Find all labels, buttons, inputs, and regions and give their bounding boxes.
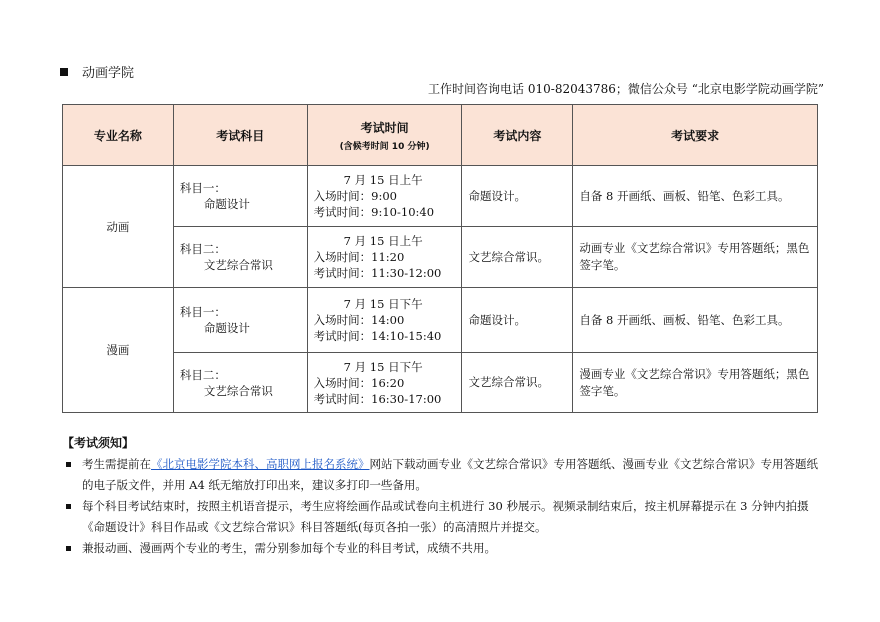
table-row <box>63 227 818 288</box>
bullet-icon <box>66 462 71 467</box>
section-title: 动画学院 <box>82 66 135 81</box>
exam-date: 7 月 15 日下午 <box>343 297 423 311</box>
requirement-cell: 漫画专业《文艺综合常识》专用答题纸；黑色签字笔。 <box>573 353 818 413</box>
list-item <box>62 454 818 496</box>
table-header-row <box>63 105 818 166</box>
time-cell <box>307 227 462 288</box>
square-bullet-icon <box>60 68 68 76</box>
exam-time: 考试时间：14:10-15:40 <box>313 329 442 343</box>
major-cell: 漫画 <box>63 288 174 413</box>
subject-cell <box>173 353 307 413</box>
subject-name: 文艺综合常识 <box>203 258 273 272</box>
content-cell: 命题设计。 <box>462 288 573 353</box>
subject-cell <box>173 288 307 353</box>
requirement-cell: 自备 8 开画纸、画板、铅笔、色彩工具。 <box>573 166 818 227</box>
subject-number: 科目一： <box>179 305 226 319</box>
subject-cell <box>173 227 307 288</box>
bullet-icon <box>66 546 71 551</box>
subject-number: 科目一： <box>179 181 226 195</box>
header-time-note: (含候考时间 10 分钟) <box>339 141 430 152</box>
exam-time: 考试时间：16:30-17:00 <box>313 391 442 406</box>
exam-schedule-table <box>62 104 818 413</box>
subject-name: 命题设计 <box>203 197 250 211</box>
time-cell <box>307 353 462 413</box>
subject-name: 命题设计 <box>203 321 250 335</box>
exam-date: 7 月 15 日上午 <box>343 173 423 187</box>
entry-time: 入场时间：16:20 <box>313 375 405 390</box>
content-cell: 文艺综合常识。 <box>462 353 573 413</box>
major-cell: 动画 <box>63 166 174 288</box>
registration-system-link[interactable]: 《北京电影学院本科、高职网上报名系统》 <box>151 457 370 471</box>
notice-list <box>62 454 818 559</box>
notice-item-2: 每个科目考试结束时，按照主机语音提示，考生应将绘画作品或试卷向主机进行 30 秒展示。视频录制结束后，按主机屏幕提示在 3 分钟内拍摄《命题设计》科目作品或《文艺综合常识》科目答题纸(每页各拍一张）的高清照片并提交。 <box>82 499 809 534</box>
content-cell: 命题设计。 <box>462 166 573 227</box>
notice-item-1-prefix: 考生需提前在 <box>82 457 151 471</box>
exam-date: 7 月 15 日下午 <box>343 359 423 374</box>
subject-name: 文艺综合常识 <box>203 383 273 398</box>
table-row <box>63 166 818 227</box>
requirement-cell: 自备 8 开画纸、画板、铅笔、色彩工具。 <box>573 288 818 353</box>
header-major: 专业名称 <box>63 105 174 166</box>
subject-number: 科目二： <box>179 367 226 382</box>
table-row <box>63 288 818 353</box>
entry-time: 入场时间：9:00 <box>313 189 397 203</box>
content-cell: 文艺综合常识。 <box>462 227 573 288</box>
subject-number: 科目二： <box>179 242 226 256</box>
list-item <box>62 496 818 538</box>
requirement-cell: 动画专业《文艺综合常识》专用答题纸；黑色签字笔。 <box>573 227 818 288</box>
notice-title: 【考试须知】 <box>62 436 135 450</box>
bullet-icon <box>66 504 71 509</box>
exam-time: 考试时间：11:30-12:00 <box>313 266 442 280</box>
notice-item-1-suffix: 网站下载动画专业《文艺综合常识》专用答题纸、漫画专业《文艺综合常识》专用答题纸的电子版文件，并用 A4 纸无缩放打印出来，建议多打印一些备用。 <box>82 457 818 492</box>
subject-cell <box>173 166 307 227</box>
table-row <box>63 353 818 413</box>
notice-item-3: 兼报动画、漫画两个专业的考生，需分别参加每个专业的科目考试，成绩不共用。 <box>82 541 496 555</box>
contact-info: 工作时间咨询电话 010-82043786；微信公众号 “北京电影学院动画学院” <box>428 82 824 96</box>
header-time <box>307 105 462 166</box>
exam-date: 7 月 15 日上午 <box>343 234 423 248</box>
time-cell <box>307 288 462 353</box>
entry-time: 入场时间：14:00 <box>313 313 405 327</box>
header-time-label: 考试时间 <box>360 120 409 135</box>
header-subject: 考试科目 <box>173 105 307 166</box>
time-cell <box>307 166 462 227</box>
header-content: 考试内容 <box>462 105 573 166</box>
list-item <box>62 538 818 559</box>
exam-time: 考试时间：9:10-10:40 <box>313 205 435 219</box>
header-requirement: 考试要求 <box>573 105 818 166</box>
section-heading <box>60 62 134 81</box>
entry-time: 入场时间：11:20 <box>313 250 405 264</box>
